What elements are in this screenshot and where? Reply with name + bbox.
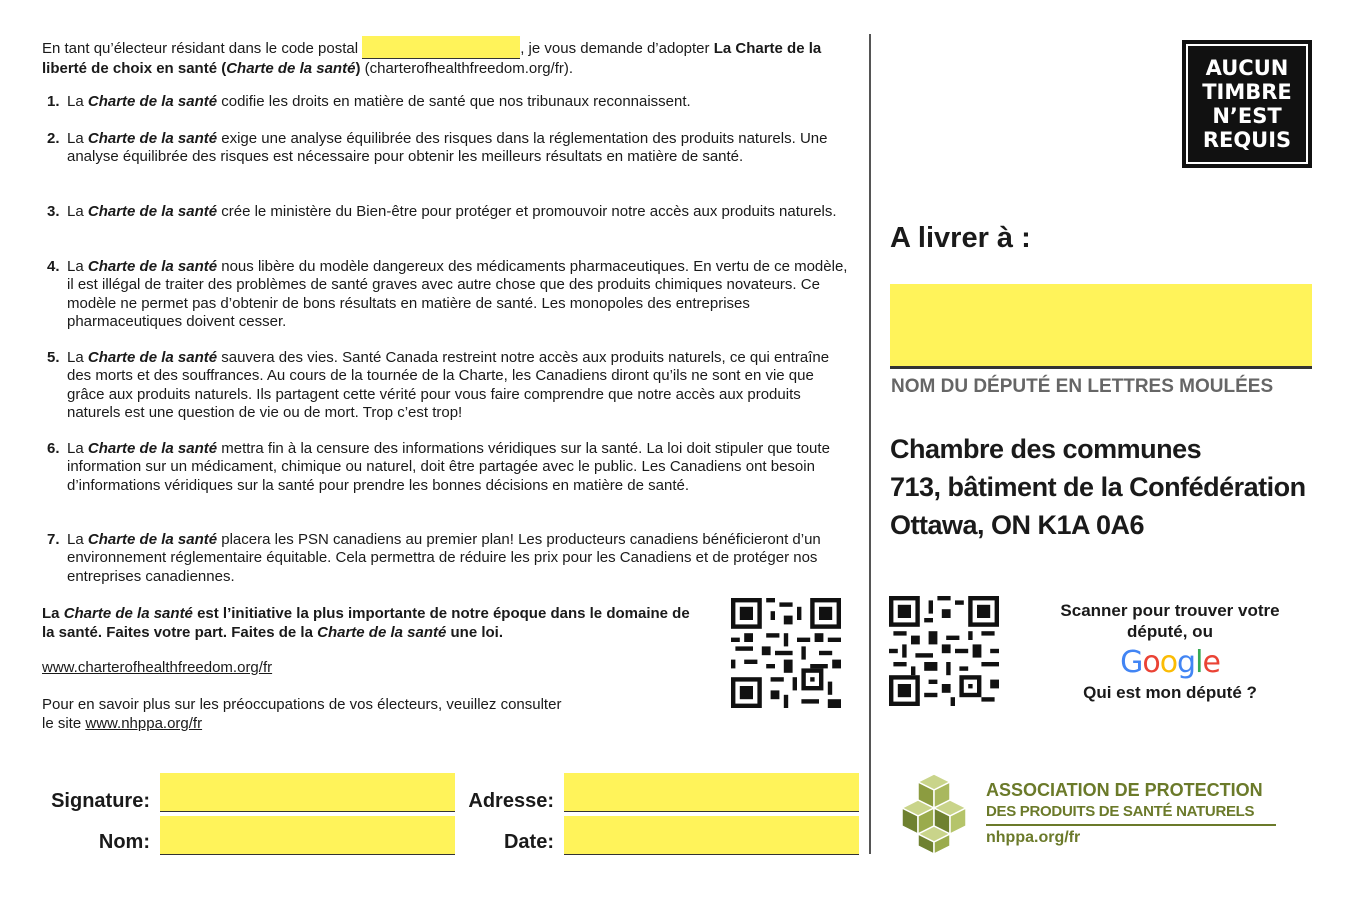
item-text: codifie les droits en matière de santé que nos tribunaux reconnaissent.: [217, 93, 691, 110]
google-letter: e: [1202, 645, 1220, 680]
name-label: Nom:: [98, 831, 150, 853]
charter-name: Charte de la santé: [87, 531, 218, 548]
list-item: [42, 130, 850, 167]
item-number: 7.: [47, 531, 60, 548]
item-pre: La: [67, 130, 88, 147]
who-is-my-mp-text: Qui est mon député ?: [1083, 683, 1257, 702]
item-text: exige une analyse équilibrée des risques dans la réglementation des produits naturels. Une analyse équilibrée des risques est nécessaire pour obtenir les meilleurs résultats en matière de santé.: [67, 130, 828, 166]
stamp-line: N’EST: [1212, 104, 1282, 128]
charter-name: Charte de la santé: [87, 130, 218, 147]
charter-url-text: (charterofhealthfreedom.org/fr).: [360, 60, 574, 77]
list-item: [42, 349, 850, 422]
address-label: Adresse:: [468, 790, 554, 812]
stamp-line: REQUIS: [1202, 128, 1292, 152]
date-label: Date:: [503, 831, 554, 853]
item-pre: La: [67, 440, 88, 457]
item-number: 1.: [47, 93, 60, 110]
mp-name-caption: NOM DU DÉPUTÉ EN LETTRES MOULÉES: [891, 376, 1274, 397]
signature-label: Signature:: [51, 790, 150, 812]
item-text: mettra fin à la censure des informations véridiques sur la santé. La loi doit stipuler que toute information sur un médicament, chimique ou naturel, doit être partagée avec le public. Les Canadiens ont besoin d’informations véridiques sur la santé pour prendre les bonnes décisions en matière de santé.: [67, 440, 830, 494]
mp-name-field[interactable]: [890, 284, 1312, 369]
find-mp-qr-code-icon[interactable]: [889, 596, 999, 706]
nhppa-link[interactable]: www.nhppa.org/fr: [85, 715, 203, 732]
charter-name: Charte de la santé: [317, 624, 447, 641]
item-pre: La: [67, 93, 88, 110]
google-letter: l: [1195, 645, 1203, 680]
google-letter: G: [1120, 645, 1143, 680]
charter-name: Charte de la santé: [87, 203, 218, 220]
stamp-line: AUCUN: [1205, 56, 1289, 80]
list-item: [42, 93, 850, 111]
no-stamp-required-badge: [1182, 40, 1312, 168]
item-text: placera les PSN canadiens au premier plan! Les producteurs canadiens bénéficieront d’un environnement réglementaire équitable. Cela permettra de réduire les prix pour les Canadiens et de protéger nos entreprises canadiennes.: [67, 531, 821, 585]
more-info-text: Pour en savoir plus sur les préoccupations de vos électeurs, veuillez consulter le site: [42, 696, 562, 732]
intro-paragraph: [42, 36, 842, 78]
intro-text: En tant qu’électeur résidant dans le code postal: [42, 40, 359, 57]
postal-code-field[interactable]: [362, 36, 520, 59]
intro-text-2: , je vous demande d’adopter: [520, 40, 710, 57]
scan-instructions: Scanner pour trouver votre député, ou: [1060, 601, 1280, 641]
charter-name: Charte de la santé: [87, 349, 218, 366]
charter-name: Charte de la santé: [63, 605, 193, 622]
list-item: [42, 531, 850, 586]
charter-name: Charte de la santé: [87, 93, 218, 110]
charter-title-end: ): [355, 60, 361, 77]
closing-text-2: est l’initiative la plus importante de notre époque dans le domaine de la santé. Faites votre part. Faites de la: [42, 605, 690, 641]
item-text: sauvera des vies. Santé Canada restreint notre accès aux produits naturels, ce qui entraîne des morts et des souffrances. Au cours de la tournée de la Charte, les Canadiens diront qu’ils ne sont en vie que grâce aux produits naturels. Ils partagent cette vérité pour vous faire comprendre que notre accès aux produits naturels est une question de vie ou de mort. Trop c’est trop!: [67, 349, 830, 421]
mailing-address: [890, 430, 1306, 544]
address-line: Chambre des communes: [890, 434, 1202, 464]
charter-name: Charte de la santé: [87, 440, 218, 457]
item-pre: La: [67, 203, 88, 220]
list-item: [42, 440, 850, 495]
nhppa-cubes-logo-icon: [893, 772, 975, 856]
list-item: [42, 258, 850, 331]
charter-short-name: Charte de la santé: [226, 60, 356, 77]
google-logo: [1030, 645, 1310, 680]
list-item: [42, 203, 850, 221]
charter-title: La Charte de la liberté de choix en santé (: [42, 40, 822, 77]
more-info-paragraph: [42, 695, 562, 733]
item-number: 3.: [47, 203, 60, 220]
item-pre: La: [67, 531, 88, 548]
charter-link[interactable]: www.charterofhealthfreedom.org/fr: [42, 659, 273, 676]
vertical-divider: [869, 34, 871, 854]
signature-field[interactable]: [160, 773, 455, 812]
item-number: 2.: [47, 130, 60, 147]
name-field[interactable]: [160, 816, 455, 855]
org-name-line1: ASSOCIATION DE PROTECTION: [986, 780, 1263, 800]
google-letter: o: [1142, 645, 1160, 680]
address-line: Ottawa, ON K1A 0A6: [890, 510, 1145, 540]
item-text: crée le ministère du Bien-être pour protéger et promouvoir notre accès aux produits naturels.: [217, 203, 837, 220]
deliver-to-heading: A livrer à :: [890, 222, 1031, 254]
charter-name: Charte de la santé: [87, 258, 218, 275]
item-number: 6.: [47, 440, 60, 457]
google-letter: o: [1159, 645, 1178, 680]
item-pre: La: [67, 349, 88, 366]
item-number: 4.: [47, 258, 60, 275]
date-field[interactable]: [564, 816, 859, 855]
address-field[interactable]: [564, 773, 859, 812]
org-underline: [986, 824, 1276, 826]
item-text: nous libère du modèle dangereux des médicaments pharmaceutiques. En vertu de ce modèle, il est illégal de traiter des problèmes de santé graves avec autre chose que des produits chimiques novateurs. Ce modèle ne permet pas d’obtenir de bons résultats en matière de santé. Les monopoles des entreprises pharmaceutiques doivent cesser.: [67, 258, 848, 330]
item-number: 5.: [47, 349, 60, 366]
charter-qr-code-icon[interactable]: [731, 598, 841, 708]
closing-text-3: une loi.: [446, 624, 503, 641]
item-pre: La: [67, 258, 88, 275]
stamp-line: TIMBRE: [1202, 80, 1292, 104]
closing-statement: [42, 604, 702, 642]
closing-text-1: La: [42, 605, 64, 622]
org-name-line2: DES PRODUITS DE SANTÉ NATURELS: [986, 803, 1255, 820]
org-url[interactable]: nhppa.org/fr: [986, 829, 1081, 846]
address-line: 713, bâtiment de la Confédération: [890, 472, 1306, 502]
google-letter: g: [1177, 645, 1196, 680]
